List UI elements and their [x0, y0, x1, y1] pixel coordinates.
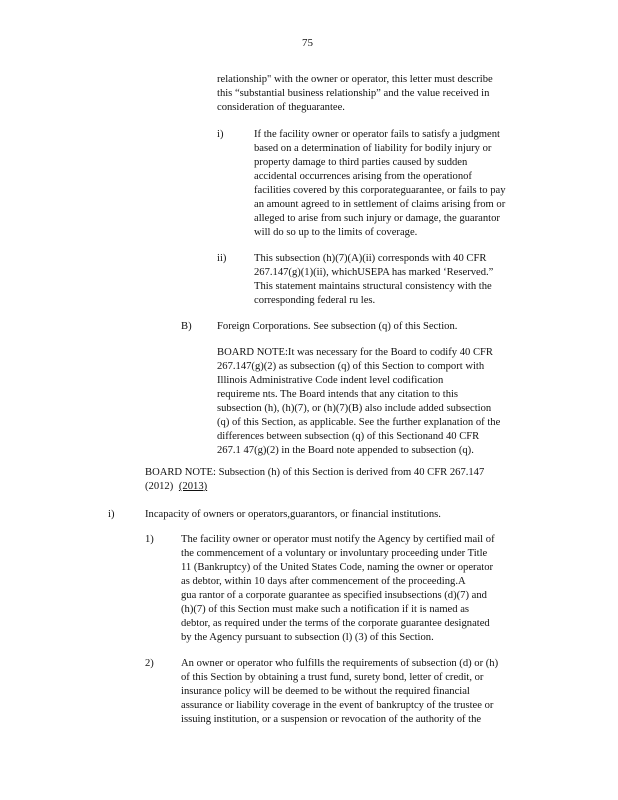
board-note-2-years	[145, 480, 207, 493]
item-ii-line: corresponding federal ru les.	[254, 295, 376, 306]
item-1-line: the commencement of a voluntary or involuntary proceeding under Title	[181, 548, 488, 559]
item-i-line: property damage to third parties caused by sudden	[254, 157, 468, 168]
item-ii-marker: ii)	[217, 253, 227, 264]
intro-line: consideration of theguarantee.	[217, 102, 345, 113]
item-b-marker: B)	[181, 321, 192, 332]
item-i-line: alleged to arise from such injury or damage, the guarantor	[254, 213, 500, 224]
item-2-line: insurance policy will be deemed to be without the required financial	[181, 686, 470, 697]
item-1-line: debtor, as required under the terms of the corporate guarantee designated	[181, 618, 490, 629]
item-i-line: will do so up to the limits of coverage.	[254, 227, 418, 238]
item-ii-line: This statement maintains structural consistency with the	[254, 281, 492, 292]
item-2-line: of this Section by obtaining a trust fund, surety bond, letter of credit, or	[181, 672, 484, 683]
board-note-line: differences between subsection (q) of this Sectionand 40 CFR	[217, 431, 480, 442]
item-ii-line: This subsection (h)(7)(A)(ii) corresponds with 40 CFR	[254, 253, 487, 264]
item-1-line: gua rantor of a corporate guarantee as specified insubsections (d)(7) and	[181, 590, 487, 601]
item-2-line: issuing institution, or a suspension or revocation of the authority of the	[181, 714, 482, 725]
item-ii-line: 267.147(g)(1)(ii), whichUSEPA has marked ‘Reserved.”	[254, 267, 494, 278]
item-1-line: 11 (Bankruptcy) of the United States Code, naming the owner or operator	[181, 562, 494, 573]
item-i-line: an amount agreed to in settlement of claims arising from or	[254, 199, 506, 210]
item-i-line: facilities covered by this corporateguarantee, or fails to pay	[254, 185, 506, 196]
item-1-line: as debtor, within 10 days after commencement of the proceeding.A	[181, 576, 466, 587]
item-1-line: The facility owner or operator must notify the Agency by certified mail of	[181, 534, 495, 545]
item-2-line: An owner or operator who fulfills the requirements of subsection (d) or (h)	[181, 658, 499, 669]
item-2-marker: 2)	[145, 658, 154, 669]
board-note-line: Illinois Administrative Code indent level codification	[217, 375, 444, 386]
year-new: (2013)	[178, 481, 208, 492]
board-note-line: subsection (h), (h)(7), or (h)(7)(B) also include added subsection	[217, 403, 492, 414]
item-1-line: (h)(7) of this Section must make such a notification if it is named as	[181, 604, 470, 615]
board-note-line: (q) of this Section, as applicable. See the further explanation of the	[217, 417, 501, 428]
item-1-marker: 1)	[145, 534, 154, 545]
page-number: 75	[302, 37, 313, 49]
item-1-line: by the Agency pursuant to subsection (l) (3) of this Section.	[181, 632, 434, 643]
item-i-line: based on a determination of liability for bodily injury or	[254, 143, 492, 154]
section-i-heading: Incapacity of owners or operators,guarantors, or financial institutions.	[145, 509, 441, 520]
year-old: (2012)	[145, 481, 174, 492]
board-note-line: 267.1 47(g)(2) in the Board note appended to subsection (q).	[217, 445, 474, 456]
intro-line: relationship" with the owner or operator, this letter must describe	[217, 74, 493, 85]
item-2-line: assurance or liability coverage in the event of bankruptcy of the trustee or	[181, 700, 494, 711]
board-note-line: requireme nts. The Board intends that any citation to this	[217, 389, 459, 400]
section-i-marker: i)	[108, 509, 115, 520]
board-note-line: BOARD NOTE:It was necessary for the Board to codify 40 CFR	[217, 347, 493, 358]
item-i-marker: i)	[217, 129, 224, 140]
board-note-2-line: BOARD NOTE: Subsection (h) of this Section is derived from 40 CFR 267.147	[145, 467, 485, 478]
item-i-line: If the facility owner or operator fails to satisfy a judgment	[254, 129, 500, 140]
item-i-line: accidental occurrences arising from the operationof	[254, 171, 472, 182]
intro-line: this “substantial business relationship” and the value received in	[217, 88, 490, 99]
item-b-heading: Foreign Corporations. See subsection (q) of this Section.	[217, 321, 458, 332]
board-note-line: 267.147(g)(2) as subsection (q) of this Section to comport with	[217, 361, 485, 372]
